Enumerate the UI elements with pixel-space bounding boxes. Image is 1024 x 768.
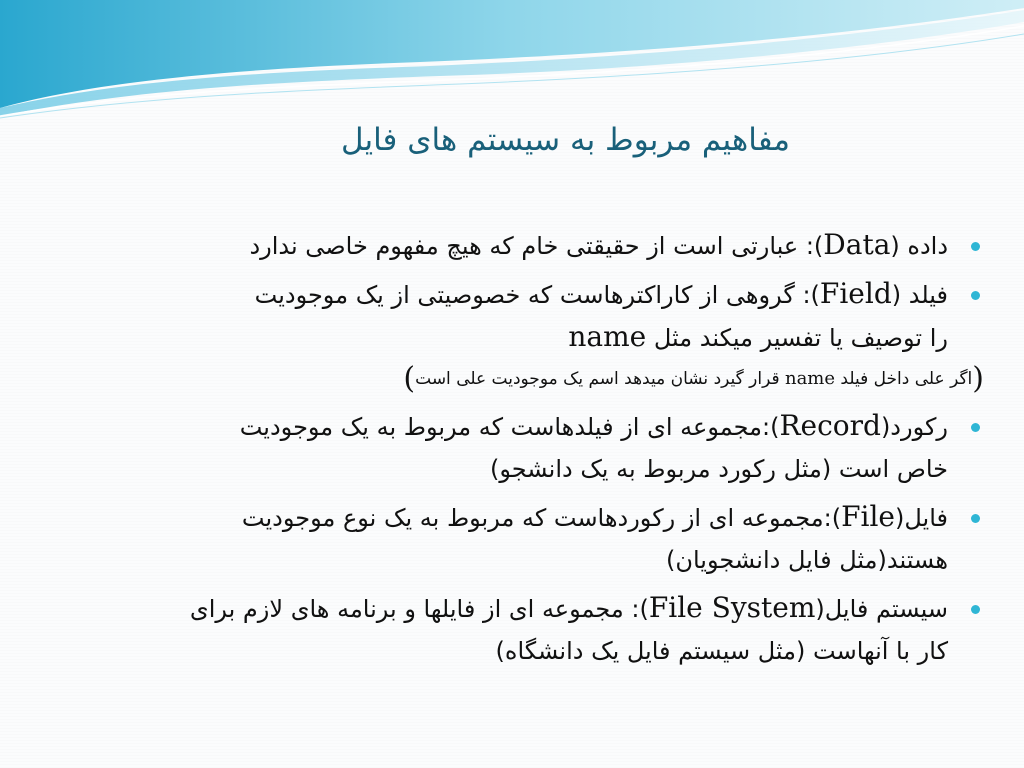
list-item-file bbox=[40, 496, 984, 581]
item-label: فایل( bbox=[894, 504, 948, 532]
example-note bbox=[40, 361, 984, 396]
note-open-paren: ( bbox=[972, 361, 984, 396]
item-term-example: name bbox=[568, 320, 647, 353]
item-text: ): مجموعه ای از فایلها و برنامه های لازم برای bbox=[189, 595, 649, 623]
bullet-icon bbox=[971, 242, 980, 251]
item-label: داده ( bbox=[890, 232, 948, 260]
bullet-list bbox=[40, 224, 984, 678]
bullet-icon bbox=[971, 514, 980, 523]
slide-title: مفاهیم مربوط به سیستم های فایل bbox=[340, 122, 790, 158]
item-term: Field bbox=[819, 277, 892, 310]
note-text-post: قرار گیرد نشان میدهد اسم یک موجودیت علی است bbox=[415, 369, 785, 389]
item-text: ):مجموعه ای از رکوردهاست که مربوط به یک نوع موجودیت bbox=[241, 504, 842, 532]
list-item-file-system bbox=[40, 587, 984, 672]
item-label: سیستم فایل( bbox=[815, 595, 948, 623]
list-item-record bbox=[40, 405, 984, 490]
list-item-field bbox=[40, 273, 984, 359]
list-item-data bbox=[40, 224, 984, 267]
item-text-line2: را توصیف یا تفسیر میکند مثل bbox=[646, 324, 948, 352]
item-term: Data bbox=[823, 228, 891, 261]
item-text: ): عبارتی است از حقیقتی خام که هیچ مفهوم خاصی ندارد bbox=[249, 232, 824, 260]
item-term: Record bbox=[779, 409, 881, 442]
note-close-paren: ) bbox=[403, 361, 416, 396]
item-text-line2: هستند(مثل فایل دانشجویان) bbox=[666, 546, 948, 574]
header-wave-decoration bbox=[0, 0, 1024, 120]
item-text: ): گروهی از کاراکترهاست که خصوصیتی از یک موجودیت bbox=[254, 281, 820, 309]
note-text-pre: اگر علی داخل فیلد bbox=[835, 369, 973, 389]
bullet-icon bbox=[971, 291, 980, 300]
item-label: رکورد( bbox=[880, 413, 948, 441]
bullet-icon bbox=[971, 605, 980, 614]
item-label: فیلد ( bbox=[891, 281, 948, 309]
note-term: name bbox=[784, 368, 836, 389]
item-text-line2: کار با آنهاست (مثل سیستم فایل یک دانشگاه) bbox=[495, 637, 948, 665]
item-term: File bbox=[841, 500, 895, 533]
item-term: File System bbox=[648, 591, 816, 624]
bullet-icon bbox=[971, 423, 980, 432]
item-text: ):مجموعه ای از فیلدهاست که مربوط به یک موجودیت bbox=[239, 413, 780, 441]
item-text-line2: خاص است (مثل رکورد مربوط به یک دانشجو) bbox=[489, 455, 948, 483]
